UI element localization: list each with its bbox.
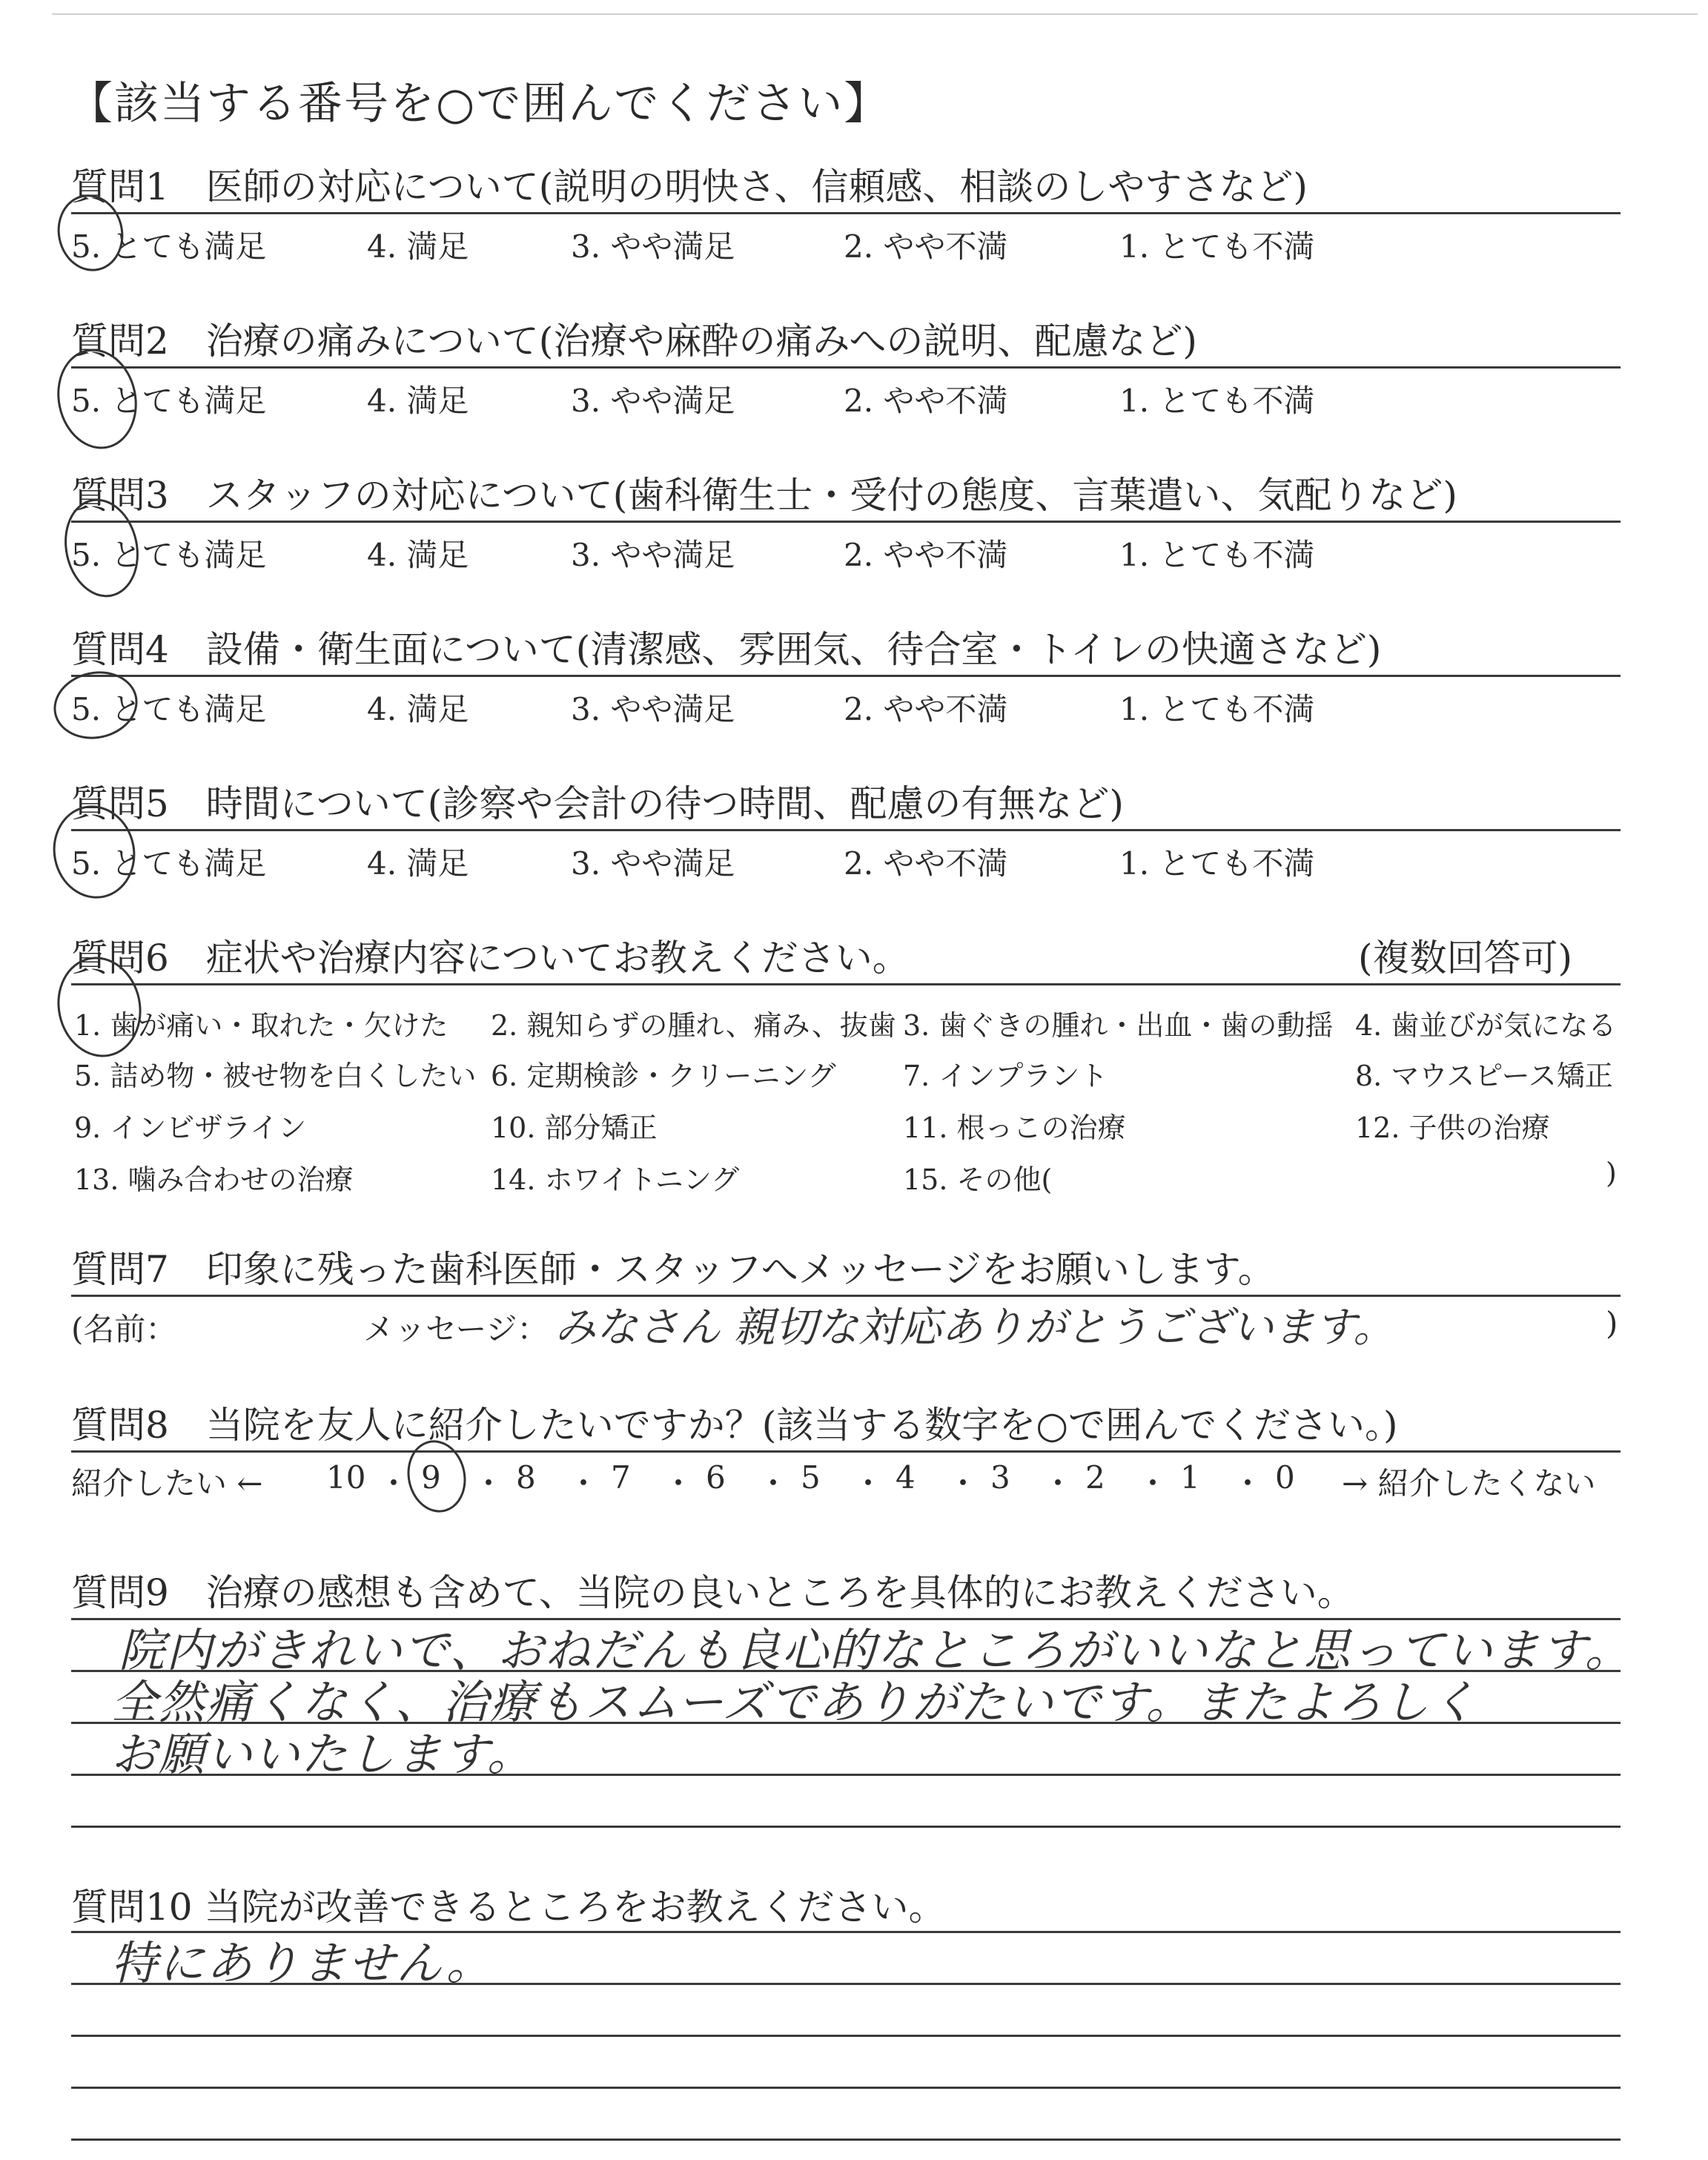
- q5-option-5[interactable]: 5. とても満足: [71, 845, 267, 882]
- q8-scale-separator: ・: [758, 1465, 790, 1502]
- form-header: 【該当する番号を○で囲んでください】: [68, 78, 890, 130]
- top-border: [52, 13, 1698, 15]
- q2-option-3[interactable]: 3. やや満足: [571, 383, 735, 419]
- question-4-rule: [71, 675, 1621, 677]
- question-6-note: (複数回答可): [1358, 937, 1573, 980]
- q8-scale-6[interactable]: 6: [706, 1459, 726, 1496]
- q6-item-9[interactable]: 9. インビザライン: [74, 1112, 307, 1144]
- question-3-title: 質問3 スタッフの対応について(歯科衛生士・受付の態度、言葉遣い、気配りなど): [71, 474, 1457, 517]
- q8-scale-separator: ・: [378, 1465, 410, 1502]
- question-9-title: 質問9 治療の感想も含めて、当院の良いところを具体的にお教えください。: [71, 1571, 1354, 1614]
- question-1-rule: [71, 212, 1621, 214]
- q5-option-4[interactable]: 4. 満足: [367, 845, 469, 882]
- q3-option-3[interactable]: 3. やや満足: [571, 537, 735, 573]
- q5-option-2[interactable]: 2. やや不満: [844, 845, 1008, 882]
- q8-scale-0[interactable]: 0: [1275, 1459, 1295, 1496]
- q2-option-1[interactable]: 1. とても不満: [1119, 383, 1315, 419]
- q8-scale-separator: ・: [568, 1465, 600, 1502]
- q8-scale-7[interactable]: 7: [611, 1459, 631, 1496]
- q4-option-4[interactable]: 4. 満足: [367, 691, 469, 727]
- question-6-rule: [71, 983, 1621, 985]
- q8-scale-separator: ・: [1137, 1465, 1169, 1502]
- q8-scale-8[interactable]: 8: [516, 1459, 536, 1496]
- question-6-title: 質問6 症状や治療内容についてお教えください。: [71, 937, 910, 980]
- q7-message-label: メッセージ：: [363, 1311, 549, 1347]
- q8-scale-separator: ・: [853, 1465, 884, 1502]
- q1-option-5[interactable]: 5. とても満足: [71, 228, 267, 265]
- question-4-title: 質問4 設備・衛生面について(清潔感、雰囲気、待合室・トイレの快適さなど): [71, 628, 1382, 671]
- q8-scale-3[interactable]: 3: [990, 1459, 1010, 1496]
- q6-item-10[interactable]: 10. 部分矯正: [491, 1112, 658, 1144]
- q6-item-12[interactable]: 12. 子供の治療: [1355, 1112, 1550, 1144]
- q8-scale-2[interactable]: 2: [1085, 1459, 1105, 1496]
- q4-option-2[interactable]: 2. やや不満: [844, 691, 1008, 727]
- q8-scale-separator: ・: [1042, 1465, 1074, 1502]
- q10-rule-5: [71, 2138, 1621, 2141]
- q6-item-7[interactable]: 7. インプラント: [903, 1060, 1108, 1092]
- question-5-rule: [71, 829, 1621, 831]
- q9-answer-line-1[interactable]: 院内がきれいで、おねだんも良心的なところがいいなと思っています。: [119, 1623, 1632, 1677]
- q4-option-3[interactable]: 3. やや満足: [571, 691, 735, 727]
- q6-item-8[interactable]: 8. マウスピース矯正: [1355, 1060, 1613, 1092]
- q6-other-close-paren: ): [1606, 1157, 1617, 1189]
- q8-scale-separator: ・: [663, 1465, 695, 1502]
- q3-option-5[interactable]: 5. とても満足: [71, 537, 267, 573]
- q9-rule-5: [71, 1826, 1621, 1828]
- q10-rule-4: [71, 2087, 1621, 2089]
- q3-option-4[interactable]: 4. 満足: [367, 537, 469, 573]
- question-3-rule: [71, 521, 1621, 523]
- q8-scale-10[interactable]: 10: [326, 1459, 366, 1496]
- q4-option-5[interactable]: 5. とても満足: [71, 691, 267, 727]
- q1-option-1[interactable]: 1. とても不満: [1119, 228, 1315, 265]
- q10-rule-3: [71, 2035, 1621, 2037]
- q8-left-label: 紹介したい ←: [71, 1465, 263, 1502]
- q6-item-11[interactable]: 11. 根っこの治療: [903, 1112, 1126, 1144]
- q6-item-3[interactable]: 3. 歯ぐきの腫れ・出血・歯の動揺: [903, 1009, 1334, 1042]
- q9-answer-line-3[interactable]: お願いいたします。: [111, 1727, 535, 1781]
- q2-option-2[interactable]: 2. やや不満: [844, 383, 1008, 419]
- q8-scale-1[interactable]: 1: [1180, 1459, 1200, 1496]
- question-7-title: 質問7 印象に残った歯科医師・スタッフへメッセージをお願いします。: [71, 1248, 1275, 1291]
- q4-option-1[interactable]: 1. とても不満: [1119, 691, 1315, 727]
- q6-item-2[interactable]: 2. 親知らずの腫れ、痛み、抜歯: [491, 1009, 896, 1042]
- q8-scale-separator: ・: [1232, 1465, 1264, 1502]
- q7-name-label: (名前：: [71, 1311, 177, 1347]
- q8-scale-separator: ・: [473, 1465, 505, 1502]
- q2-option-5[interactable]: 5. とても満足: [71, 383, 267, 419]
- question-8-rule: [71, 1450, 1621, 1453]
- q5-option-1[interactable]: 1. とても不満: [1119, 845, 1315, 882]
- question-5-title: 質問5 時間について(診察や会計の待つ時間、配慮の有無など): [71, 782, 1124, 825]
- q6-item-1[interactable]: 1. 歯が痛い・取れた・欠けた: [74, 1009, 448, 1042]
- q10-answer-line-1[interactable]: 特にありません。: [111, 1936, 494, 1990]
- question-2-title: 質問2 治療の痛みについて(治療や麻酔の痛みへの説明、配慮など): [71, 320, 1197, 363]
- q7-message-input[interactable]: みなさん 親切な対応ありがとうございます。: [555, 1304, 1395, 1352]
- q9-answer-line-2[interactable]: 全然痛くなく、治療もスムーズでありがたいです。またよろしく: [111, 1675, 1478, 1729]
- q8-right-label: → 紹介したくない: [1342, 1465, 1596, 1502]
- q6-item-5[interactable]: 5. 詰め物・被せ物を白くしたい: [74, 1060, 477, 1092]
- q8-scale-9[interactable]: 9: [421, 1459, 441, 1496]
- question-1-title: 質問1 医師の対応について(説明の明快さ、信頼感、相談のしやすさなど): [71, 165, 1308, 208]
- q3-option-1[interactable]: 1. とても不満: [1119, 537, 1315, 573]
- q8-scale-4[interactable]: 4: [896, 1459, 916, 1496]
- q2-option-4[interactable]: 4. 満足: [367, 383, 469, 419]
- q7-close-paren: ): [1606, 1305, 1618, 1341]
- q1-option-4[interactable]: 4. 満足: [367, 228, 469, 265]
- q8-scale-5[interactable]: 5: [801, 1459, 821, 1496]
- question-2-rule: [71, 366, 1621, 369]
- question-10-title: 質問10 当院が改善できるところをお教えください。: [71, 1886, 946, 1929]
- q6-item-4[interactable]: 4. 歯並びが気になる: [1355, 1009, 1617, 1042]
- q6-item-13[interactable]: 13. 噛み合わせの治療: [74, 1163, 354, 1196]
- question-8-title: 質問8 当院を友人に紹介したいですか？(該当する数字を○で囲んでください。): [71, 1404, 1398, 1447]
- q5-option-3[interactable]: 3. やや満足: [571, 845, 735, 882]
- q6-item-14[interactable]: 14. ホワイトニング: [491, 1163, 740, 1196]
- q3-option-2[interactable]: 2. やや不満: [844, 537, 1008, 573]
- q6-item-15[interactable]: 15. その他(: [903, 1163, 1053, 1196]
- q8-scale-separator: ・: [947, 1465, 979, 1502]
- q6-item-6[interactable]: 6. 定期検診・クリーニング: [491, 1060, 836, 1092]
- q1-option-3[interactable]: 3. やや満足: [571, 228, 735, 265]
- q1-option-2[interactable]: 2. やや不満: [844, 228, 1008, 265]
